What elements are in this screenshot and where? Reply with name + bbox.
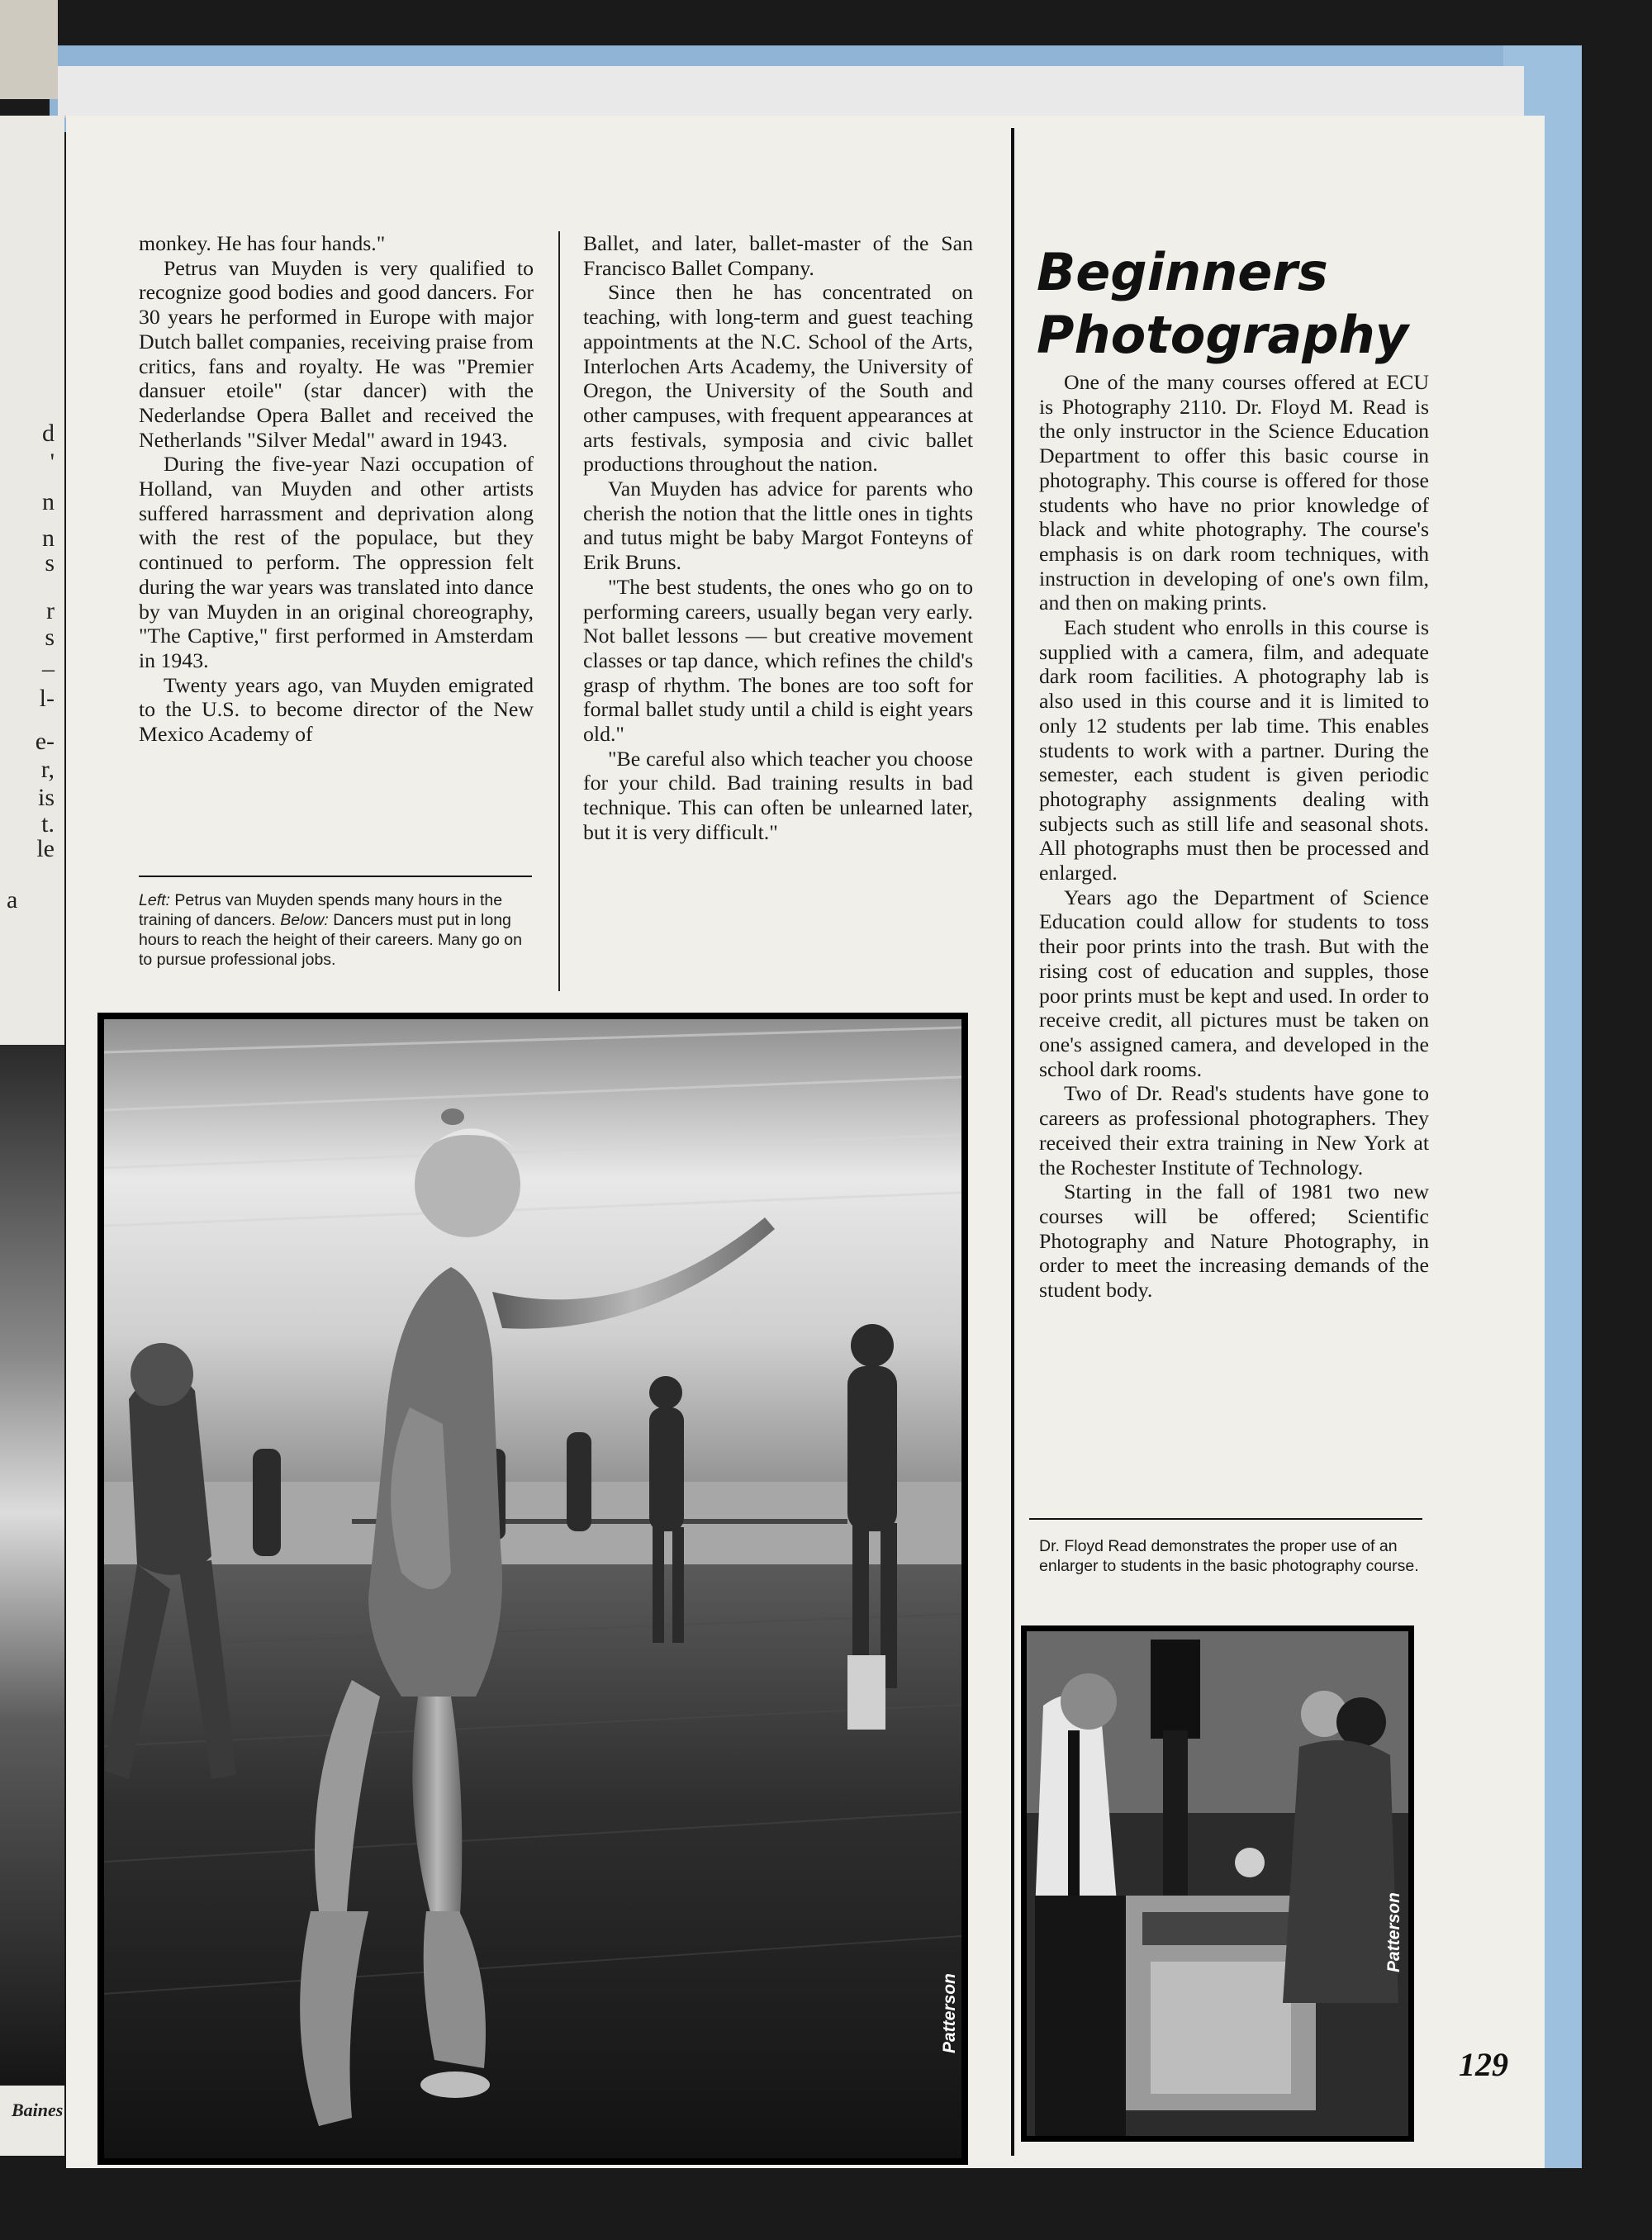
photo-enlarger-demo xyxy=(1021,1625,1414,2142)
paragraph: Starting in the fall of 1981 two new courses will be offered; Scientific Photography and Nature Photography, in order to meet the increasing demands of the student body. xyxy=(1039,1179,1429,1303)
photo-credit-patterson: Patterson xyxy=(940,1973,959,2053)
paragraph: Years ago the Department of Science Education could allow for students to toss their poor prints into the trash. But with the rising cost of education and supples, those poor prints must be kept and used. In order to receive credit, all pictures must be taken on one's assigned camera, and developed in the school dark rooms. xyxy=(1039,885,1429,1081)
column-divider-small xyxy=(558,231,560,991)
caption-enlarger: Dr. Floyd Read demonstrates the proper use of an enlarger to students in the basic photography course. xyxy=(1039,1537,1419,1575)
page-stack-edge xyxy=(58,66,1524,118)
paragraph: One of the many courses offered at ECU is Photography 2110. Dr. Floyd M. Read is the only instructor in the Science Education Department to offer this basic course in photography. This course is offered for those students who have no prior knowledge of black and white photography. The course's emphasis is on dark room techniques, with instruction in developing of one's own film, and then on making prints. xyxy=(1039,370,1429,615)
left-page-fragment: l- xyxy=(39,685,55,712)
left-page-photo xyxy=(0,1045,64,2086)
article-title xyxy=(1037,241,1499,367)
paragraph: During the five-year Nazi occupation of Holland, van Muyden and other artists suffered harrassment and deprivation along with the rest of the populace, but they continued to perform. The oppression felt during the war years was translated into dance by van Muyden in an original choreography, "The Captive," first performed in Amsterdam in 1943. xyxy=(139,452,534,672)
left-page-fragment: le xyxy=(36,835,55,862)
binding-thread xyxy=(0,0,58,99)
caption-rule-right xyxy=(1029,1518,1422,1520)
caption-label-left: Left: xyxy=(139,891,170,909)
column-divider-rule xyxy=(1011,128,1014,2156)
paragraph: Each student who enrolls in this course is supplied with a camera, film, and adequate dark room facilities. A photography lab is also used in this course and it is limited to only 12 students per lab time. This enables students to work with a partner. During the semester, each student is given periodic photography assignments dealing with subjects such as still life and seasonal shots. All photographs must then be processed and enlarged. xyxy=(1039,615,1429,885)
enlarger-illustration xyxy=(1027,1631,1408,2136)
left-page-sliver xyxy=(0,116,64,2156)
article-column-photography xyxy=(1039,370,1429,1303)
article-column-van-muyden-2 xyxy=(583,231,973,845)
caption-label-below: Below: xyxy=(280,911,329,929)
article-column-van-muyden-1 xyxy=(139,231,534,747)
left-page-fragment: – xyxy=(42,655,55,682)
caption-text-left: Petrus van Muyden spends many hours in the training of dancers. xyxy=(139,891,503,929)
title-line-2: Photography xyxy=(1037,305,1409,365)
paragraph: "The best students, the ones who go on to performing careers, usually began very early. Not ballet lessons — but creative movement classes or tap dance, which refines the child's grasp of rhythm. The bones are too soft for formal ballet study until a child is eight years old." xyxy=(583,574,973,747)
paragraph: monkey. He has four hands." xyxy=(139,231,386,255)
left-page-fragment: s xyxy=(45,624,55,651)
left-page-fragment: r xyxy=(46,597,55,624)
caption-ballet xyxy=(139,890,532,970)
photo-dance-image xyxy=(104,1019,961,2158)
left-page-fragment: a xyxy=(7,886,18,914)
paragraph: "Be careful also which teacher you choose for your child. Bad training results in bad technique. This can often be unlearned later, but it is very difficult." xyxy=(583,746,973,844)
caption-text-below: Dancers must put in long hours to reach the height of their careers. Many go on to pursue professional jobs. xyxy=(139,911,522,969)
paragraph: Since then he has concentrated on teaching, with long-term and guest teaching appointments at the N.C. School of the Arts, Interlochen Arts Academy, the University of Oregon, the University of the South and other campuses, with frequent appearances at arts festivals, symposia and civic ballet productions throughout the nation. xyxy=(583,280,973,477)
photo-enlarger-image xyxy=(1027,1631,1408,2136)
title-line-1: Beginners xyxy=(1037,242,1328,302)
left-page-fragment: d xyxy=(42,420,55,447)
caption-rule-left xyxy=(139,876,532,877)
paragraph: Twenty years ago, van Muyden emigrated to the U.S. to become director of the New Mexico Academy of xyxy=(139,672,534,747)
left-page-fragment: n xyxy=(42,524,55,552)
left-page-fragment: n xyxy=(42,488,55,515)
left-page-fragment: s xyxy=(45,549,55,577)
page-number: 129 xyxy=(1459,2046,1508,2083)
left-page-fragment: r, xyxy=(40,756,55,783)
left-page-fragment: e- xyxy=(35,728,55,755)
paragraph: Ballet, and later, ballet-master of the San Francisco Ballet Company. xyxy=(583,231,973,280)
paragraph: Van Muyden has advice for parents who cherish the notion that the little ones in tights and tutus might be baby Margot Fonteyns of Erik Bruns. xyxy=(583,477,973,575)
photo-dance-class xyxy=(97,1013,968,2165)
paragraph: Two of Dr. Read's students have gone to careers as professional photographers. They received their extra training in New York at the Rochester Institute of Technology. xyxy=(1039,1081,1429,1179)
dance-studio-illustration xyxy=(104,1019,961,2158)
paragraph: Petrus van Muyden is very qualified to recognize good bodies and good dancers. For 30 years he performed in Europe with major Dutch ballet companies, receiving praise from critics, fans and royalty. He was "Premier dansuer etoile" (star dancer) with the Nederlandse Opera Ballet and received the Netherlands "Silver Medal" award in 1943. xyxy=(139,255,534,452)
left-page-fragment: is xyxy=(37,784,55,811)
left-page-fragment: t. xyxy=(41,810,55,838)
photo-credit-baines: Baines xyxy=(12,2100,64,2120)
photo-credit-patterson-2: Patterson xyxy=(1384,1892,1403,1972)
left-page-fragment: ' xyxy=(50,448,55,476)
